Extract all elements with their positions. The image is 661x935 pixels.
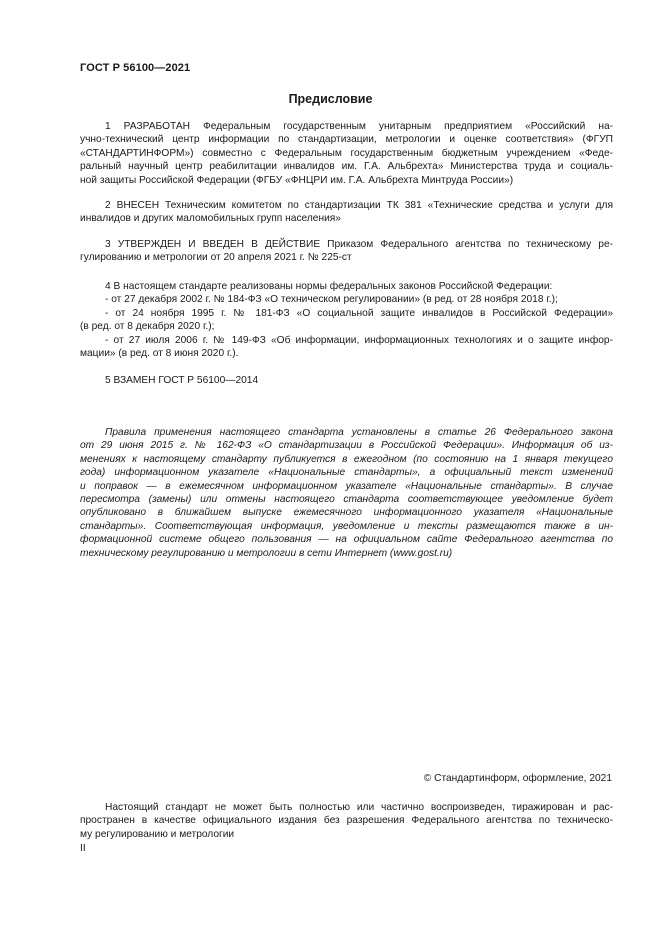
text-line: года) информационном указателе «Национальные стандарты», а официальный текст изменений: [80, 467, 613, 479]
text-line: опубликовано в ближайшем выпуске ежемесячного информационного указателя «Национальные: [80, 507, 613, 519]
text-line: - от 27 декабря 2002 г. № 184-ФЗ «О техническом регулировании» (в ред. от 28 ноября 2018 г.);: [105, 294, 558, 306]
text-line: - от 24 ноября 1995 г. № 181-ФЗ «О социальной защите инвалидов в Российской Федерации»: [105, 307, 613, 319]
text-line: ной защиты Российской Федерации (ФГБУ «ФНЦРИ им. Г.А. Альбрехта Минтруда России»): [80, 174, 514, 186]
text-line: учно-технический центр информации по стандартизации, метрологии и оценке соответствия» (ФГУП: [80, 134, 613, 146]
section-3-approved: [80, 238, 613, 265]
text-line: (в ред. от 8 декабря 2020 г.);: [80, 321, 215, 333]
text-line: техническому регулированию и метрологии в сети Интернет (www.gost.ru): [80, 547, 453, 559]
text-line: формационной системе общего пользования — на официальном сайте Федерального агентства по: [80, 534, 613, 546]
section-1-developed-by: [80, 120, 613, 187]
section-2-introduced-by: [80, 199, 613, 226]
text-line: Правила применения настоящего стандарта установлены в статье 26 Федерального закона: [105, 427, 613, 438]
text-line: инвалидов и других маломобильных групп населения»: [80, 213, 341, 225]
page-number: II: [80, 843, 86, 854]
text-line: 5 ВЗАМЕН ГОСТ Р 56100—2014: [105, 375, 259, 386]
section-4-federal-laws: [80, 280, 613, 360]
text-line: - от 27 июля 2006 г. № 149-ФЗ «Об информации, информационных технологиях и о защите инфор-: [105, 334, 613, 346]
text-line: менениях к настоящему стандарту публикуется в ежегодном (по состоянию на 1 января текущего: [80, 453, 613, 465]
text-line: мации» (в ред. от 8 июня 2020 г.).: [80, 348, 239, 360]
reproduction-notice: [80, 801, 613, 841]
page-title: Предисловие: [288, 92, 373, 106]
text-line: «СТАНДАРТИНФОРМ») совместно с Федеральным государственным бюджетным учреждением «Феде-: [80, 147, 613, 159]
text-line: 2 ВНЕСЕН Техническим комитетом по стандартизации ТК 381 «Технические средства и услуги для: [105, 200, 613, 211]
text-line: ральный научный центр реабилитации инвалидов им. Г.А. Альбрехта» Министерства труда и социаль-: [80, 161, 613, 173]
text-line: 4 В настоящем стандарте реализованы нормы федеральных законов Российской Федерации:: [105, 281, 553, 292]
text-line: стандарты». Соответствующая информация, уведомление и тексты размещаются также в ин-: [80, 520, 613, 532]
copyright-notice: © Стандартинформ, оформление, 2021: [423, 773, 612, 784]
text-line: от 29 июня 2015 г. № 162-ФЗ «О стандартизации в Российской Федерации». Информация об из-: [80, 440, 613, 452]
text-line: пространен в качестве официального издания без разрешения Федерального агентства по техническо-: [80, 815, 613, 827]
text-line: гулированию и метрологии от 20 апреля 2021 г. № 225-ст: [80, 252, 352, 264]
text-line: 1 РАЗРАБОТАН Федеральным государственным унитарным предприятием «Российский на-: [105, 121, 613, 132]
text-line: 3 УТВЕРЖДЕН И ВВЕДЕН В ДЕЙСТВИЕ Приказом Федерального агентства по техническому ре-: [105, 239, 613, 250]
text-line: и поправок — в ежемесячном информационном указателе «Национальные стандарты». В случае: [80, 480, 613, 492]
document-code: ГОСТ Р 56100—2021: [80, 62, 191, 74]
section-5-replaces: [80, 374, 613, 387]
text-line: му регулированию и метрологии: [80, 828, 235, 840]
text-line: пересмотра (замены) или отмены настоящего стандарта соответствующее уведомление будет: [80, 494, 613, 506]
standard-application-notice: [80, 426, 613, 560]
text-line: Настоящий стандарт не может быть полностью или частично воспроизведен, тиражирован и рас-: [105, 802, 613, 813]
